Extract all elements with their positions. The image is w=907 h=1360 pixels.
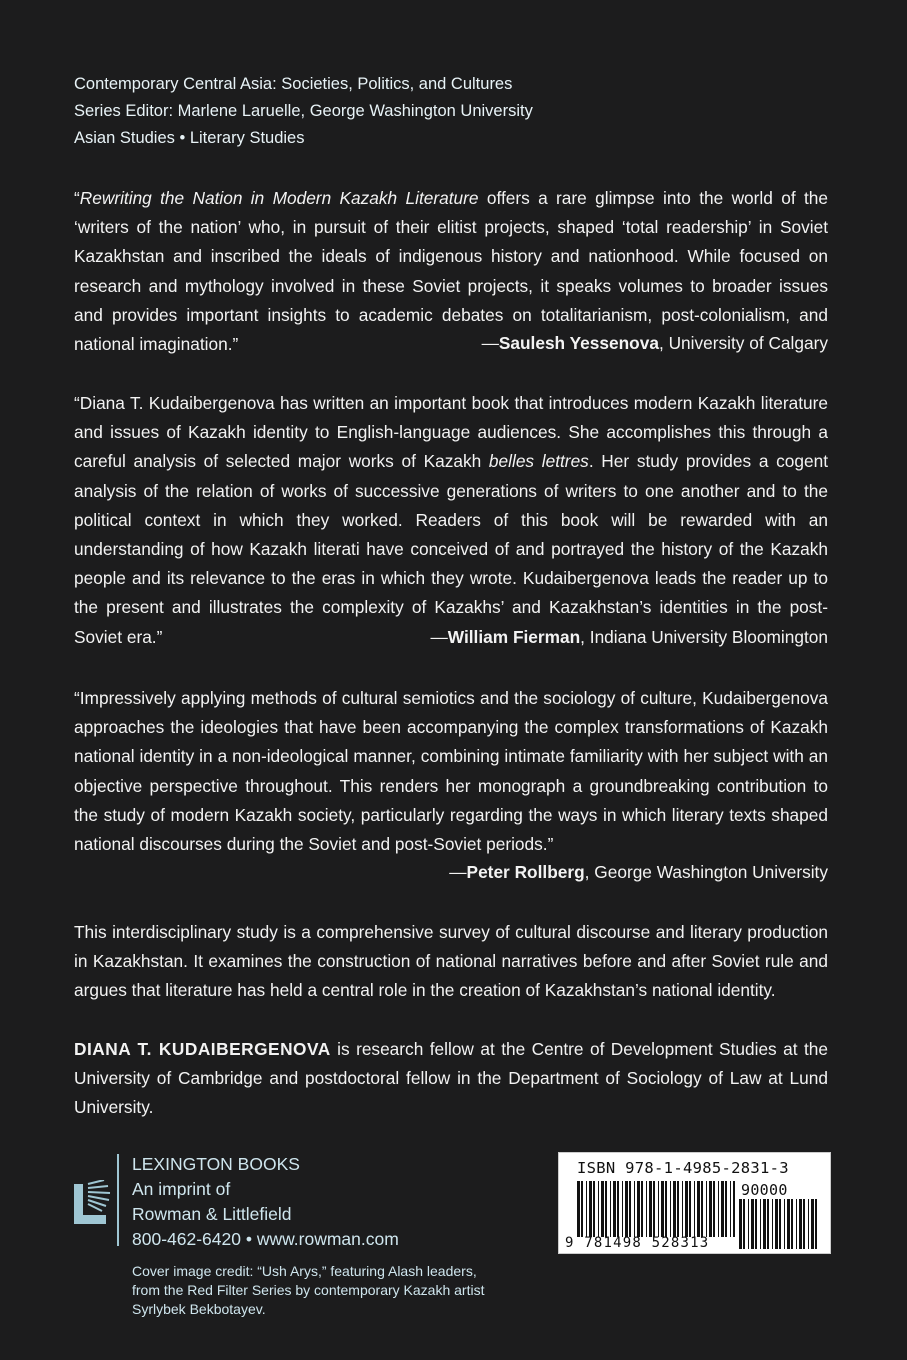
- ean-bars: [577, 1181, 735, 1237]
- attribution-author: Saulesh Yessenova: [498, 333, 659, 353]
- attribution-affiliation: , University of Calgary: [658, 333, 828, 353]
- blurb-text: offers a rare glimpse into the world of the ‘writers of the nation’ who, in pursuit of their elitist projects, shaped ‘total readership’ in Soviet Kazakhstan and inscribed the ideals of indigenous history and nationhood. While focused on research and mythology involved in these Soviet projects, it speaks volumes to broader issues and provides important insights to academic debates on totalitarianism, post-colonialism, and national imagination.”: [74, 188, 828, 355]
- attribution-yessenova: [482, 329, 828, 358]
- series-info: [74, 71, 533, 152]
- series-title: Contemporary Central Asia: Societies, Politics, and Cultures: [74, 75, 513, 93]
- credit-line: from the Red Filter Series by contemporary Kazakh artist: [132, 1282, 485, 1298]
- blurb-text: “Diana T. Kudaibergenova has written an important book that introduces modern Kazakh literature and issues of Kazakh identity to English-language audiences. She accomplishes this through a careful analysis of selected major works of Kazakh: [74, 393, 828, 472]
- lexington-logo-icon: [74, 1180, 114, 1226]
- attribution-affiliation: , George Washington University: [584, 862, 828, 882]
- blurb-text-continued: . Her study provides a cogent analysis of the relation of works of successive generations of writers to one another and to the political context in which they worked. Readers of this book will be rewarded with an understanding of how Kazakh literati have conceived of and portrayed the history of the Kazakh people and its relevance to the eras in which they wrote. Kudaibergenova leads the reader up to the present and illustrates the complexity of Kazakhs’ and Kazakhstan’s identities in the post-Soviet era.”: [74, 451, 828, 647]
- em-dash: —: [449, 862, 467, 882]
- credit-line: Cover image credit: “Ush Arys,” featuring Alash leaders,: [132, 1263, 477, 1279]
- series-editor: Series Editor: Marlene Laruelle, George Washington University: [74, 102, 533, 120]
- cover-credit: [132, 1262, 484, 1319]
- isbn-barcode: [558, 1152, 831, 1254]
- book-description: This interdisciplinary study is a comprehensive survey of cultural discourse and literary production in Kazakhstan. It examines the construction of national narratives before and after Soviet rule and argues that literature has held a central role in the creation of Kazakhstan’s national identity.: [74, 922, 828, 1001]
- publisher-block: [74, 1152, 474, 1272]
- italic-phrase: belles lettres: [488, 451, 589, 472]
- attribution-rollberg: [449, 858, 828, 887]
- book-title: Rewriting the Nation in Modern Kazakh Literature: [79, 188, 479, 208]
- price-code: 90000: [741, 1181, 788, 1199]
- attribution-author: William Fierman: [447, 627, 581, 647]
- attribution-author: Peter Rollberg: [466, 862, 585, 882]
- open-quote: “: [74, 188, 80, 208]
- blurb-rollberg: [74, 684, 828, 859]
- publisher-divider: [117, 1154, 119, 1246]
- blurb-text: “Impressively applying methods of cultural semiotics and the sociology of culture, Kudaibergenova approaches the ideologies that have been accompanying the complex transformations of Kazakh national identity in a non-ideological manner, combining intimate familiarity with her subject with an objective perspective throughout. This renders her monograph a groundbreaking contribution to the study of modern Kazakh society, particularly regarding the ways in which literary texts shaped national discourses during the Soviet and post-Soviet periods.”: [74, 688, 828, 855]
- isbn-number: ISBN 978-1-4985-2831-3: [577, 1159, 789, 1177]
- em-dash: —: [481, 333, 499, 353]
- publisher-contact: 800-462-6420 • www.rowman.com: [132, 1229, 399, 1249]
- publisher-parent: Rowman & Littlefield: [132, 1204, 292, 1224]
- publisher-imprint: An imprint of: [132, 1179, 231, 1199]
- ean-digits: 9 781498 528313: [565, 1235, 710, 1251]
- addon-bars: [739, 1199, 817, 1249]
- blurb-fierman: [74, 389, 828, 652]
- series-subjects: Asian Studies • Literary Studies: [74, 129, 305, 147]
- em-dash: —: [430, 627, 448, 647]
- author-name: DIANA T. KUDAIBERGENOVA: [74, 1039, 331, 1059]
- credit-line: Syrlybek Bekbotayev.: [132, 1301, 266, 1317]
- bio-text: is research fellow at the Centre of Development Studies at the University of Cambridge and postdoctoral fellow in the Department of Sociology of Law at Lund University.: [74, 1039, 828, 1118]
- author-bio: [74, 1035, 828, 1123]
- publisher-name: LEXINGTON BOOKS: [132, 1154, 300, 1174]
- attribution-affiliation: , Indiana University Bloomington: [580, 627, 828, 647]
- attribution-fierman: [431, 623, 828, 652]
